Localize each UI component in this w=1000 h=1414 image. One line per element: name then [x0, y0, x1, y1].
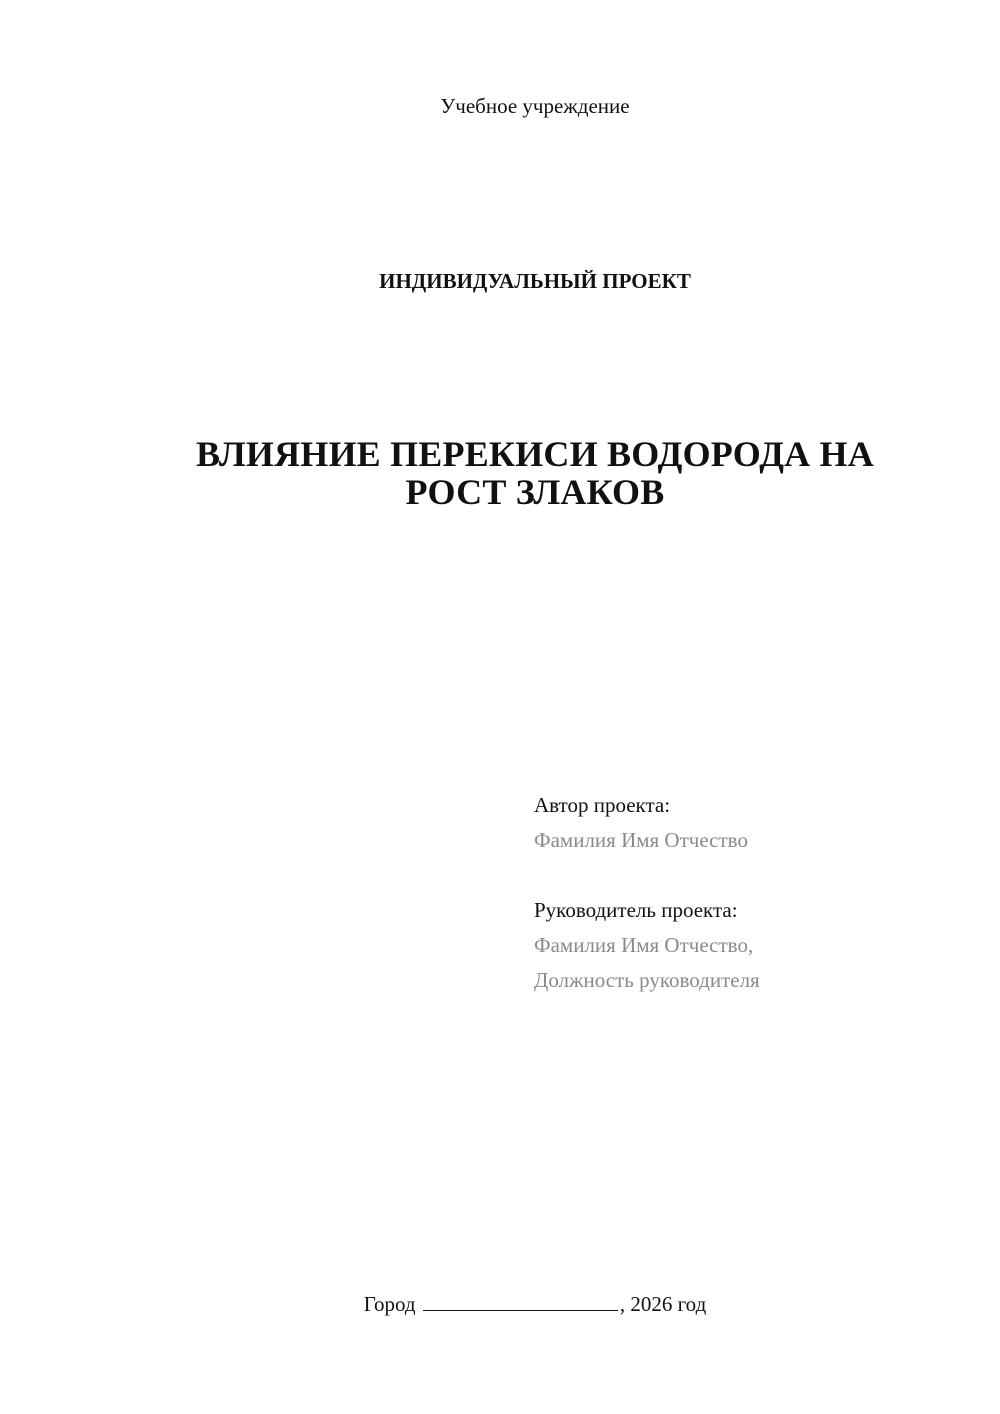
- supervisor-label: Руководитель проекта:: [534, 898, 738, 922]
- project-title-line-2: РОСТ ЗЛАКОВ: [405, 472, 665, 512]
- supervisor-name: Фамилия Имя Отчество,: [534, 933, 754, 957]
- city-label: Город: [363, 1292, 416, 1316]
- supervisor-position: Должность руководителя: [534, 968, 760, 992]
- document-type: ИНДИВИДУАЛЬНЫЙ ПРОЕКТ: [379, 269, 691, 293]
- project-title-line-1: ВЛИЯНИЕ ПЕРЕКИСИ ВОДОРОДА НА: [196, 434, 874, 474]
- year-text: , 2026 год: [619, 1292, 707, 1316]
- project-title: [120, 435, 950, 511]
- institution-name: Учебное учреждение: [440, 94, 630, 118]
- author-label: Автор проекта:: [534, 793, 671, 817]
- author-name: Фамилия Имя Отчество: [534, 828, 748, 852]
- city-blank-line: [423, 1290, 618, 1311]
- city-year-line: [0, 1290, 1000, 1318]
- project-info-block: [534, 788, 974, 998]
- spacer: [534, 858, 974, 893]
